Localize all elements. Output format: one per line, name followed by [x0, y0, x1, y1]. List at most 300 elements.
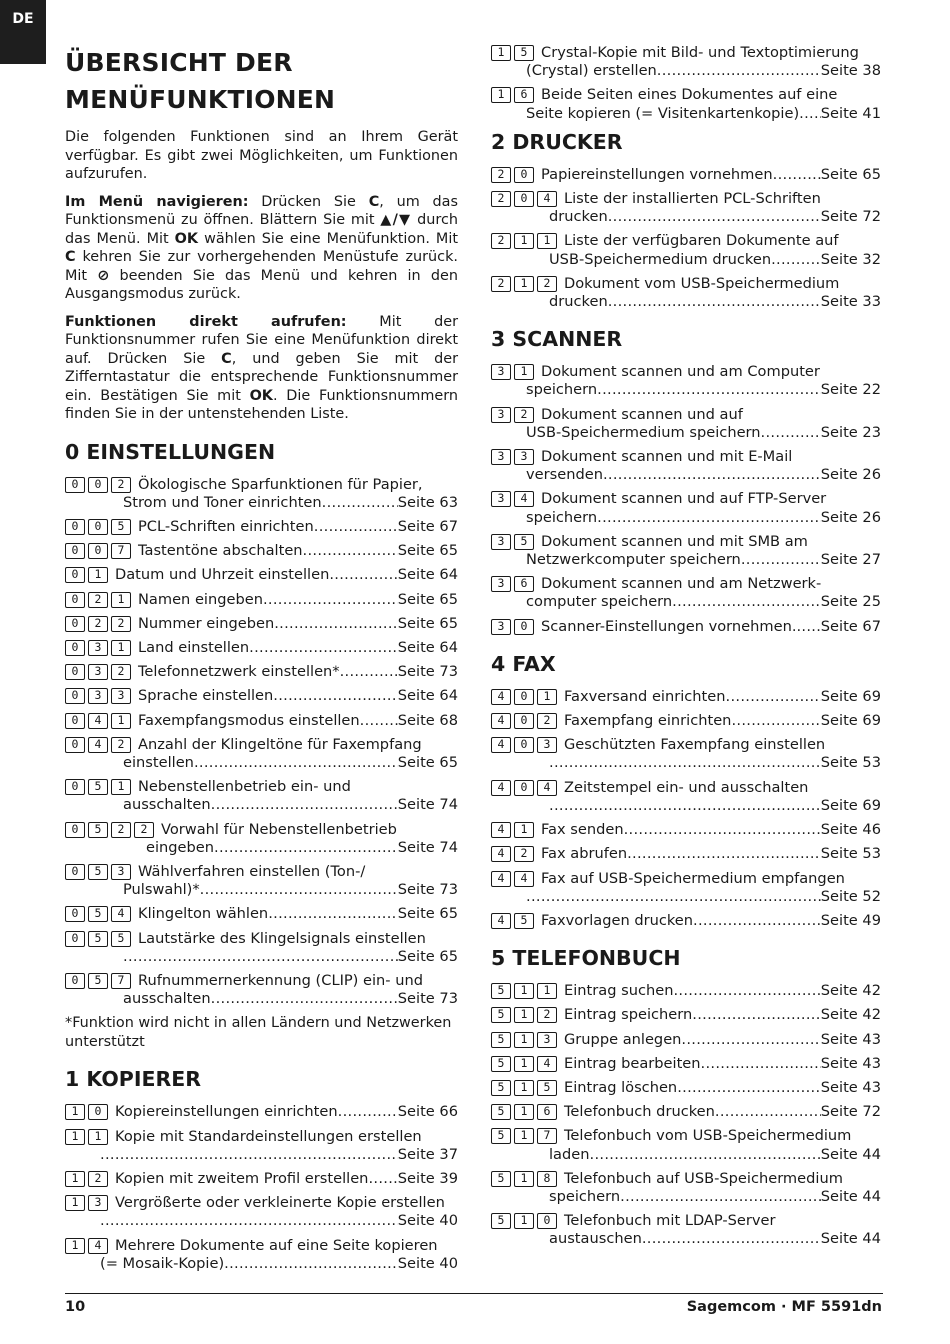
key-box: 2 [88, 616, 108, 632]
dot-leader [549, 797, 821, 815]
dot-leader [701, 1055, 821, 1073]
key-box: 3 [111, 688, 131, 704]
menu-entry [65, 736, 458, 772]
function-number [65, 1238, 108, 1254]
menu-entry [491, 845, 881, 863]
page-reference: Seite 65 [397, 542, 458, 560]
function-number [491, 449, 534, 465]
entry-label: Datum und Uhrzeit einstellen [115, 566, 330, 584]
entry-label: Beide Seiten eines Dokumentes auf eine [541, 86, 838, 104]
key-box: 2 [491, 276, 511, 292]
function-number [65, 931, 131, 947]
menu-navigation-heading: Im Menü navigieren: [65, 193, 249, 210]
key-box: 5 [491, 1104, 511, 1120]
entry-text [138, 930, 458, 966]
page-reference: Seite 43 [820, 1030, 881, 1048]
key-box: 2 [537, 713, 557, 729]
entry-label: Liste der verfügbaren Dokumente auf [564, 232, 839, 250]
page-reference: Seite 73 [397, 663, 458, 681]
key-box: 5 [88, 822, 108, 838]
key-box: 4 [88, 1238, 108, 1254]
dot-leader [642, 1230, 821, 1248]
entry-label: (= Mosaik-Kopie) [100, 1254, 225, 1272]
entry-text [564, 736, 881, 772]
key-box: 1 [514, 822, 534, 838]
page-reference: Seite 64 [397, 687, 458, 705]
key-box: 3 [491, 576, 511, 592]
function-number [65, 543, 131, 559]
entry-text [138, 591, 458, 609]
key-box: 6 [537, 1104, 557, 1120]
dot-leader [731, 712, 820, 730]
page-reference: Seite 53 [820, 754, 881, 772]
menu-entry [65, 476, 458, 512]
function-number [491, 276, 557, 292]
function-number [491, 780, 557, 796]
entry-text [549, 232, 881, 268]
key-box: 1 [514, 1007, 534, 1023]
menu-navigation-paragraph: Im Menü navigieren: Drücken Sie C, um das Funktionsmenü zu öffnen. Blättern Sie mit ▲/▼ durch das Menü. Mit OK wählen Sie eine Menüfunktion. Mit C kehren Sie zur vorhergehenden Menüstufe zurück. Mit ⊘ beenden Sie das Menü und kehren in den Ausgangsmodus zurück. [65, 193, 459, 302]
function-number [491, 1128, 557, 1144]
menu-entry [65, 687, 458, 705]
dot-leader [100, 1146, 398, 1164]
function-number [491, 576, 534, 592]
entry-text [526, 405, 881, 442]
page-reference: Seite 43 [820, 1054, 881, 1072]
entry-label: ausschalten [123, 990, 211, 1008]
key-box: 0 [65, 713, 85, 729]
key-box: 0 [514, 737, 534, 753]
key-box: 0 [65, 543, 85, 559]
stop-key-icon: ⊘ [97, 267, 110, 284]
entry-label: Kopiereinstellungen einrichten [115, 1103, 338, 1121]
key-box: 3 [537, 1032, 557, 1048]
key-box: 3 [491, 407, 511, 423]
key-box: 7 [111, 973, 131, 989]
menu-entry [65, 639, 458, 657]
key-box: 0 [65, 779, 85, 795]
key-box: 3 [491, 619, 511, 635]
entry-text [564, 779, 881, 815]
dot-leader [200, 881, 398, 899]
key-box: 2 [537, 1007, 557, 1023]
page-reference: Seite 33 [820, 293, 881, 311]
function-number [65, 664, 131, 680]
ok-key-icon: OK [174, 230, 199, 247]
function-number [491, 87, 534, 103]
entry-text [138, 518, 458, 536]
entry-label: Geschützten Faxempfang einstellen [564, 736, 826, 754]
dot-leader [360, 712, 398, 730]
dot-leader [303, 542, 398, 560]
key-box: 5 [491, 1007, 511, 1023]
entry-label: drucken [549, 208, 608, 226]
entry-label: eingeben [146, 838, 215, 856]
entry-text [549, 1169, 881, 1206]
page-reference: Seite 72 [820, 1103, 881, 1121]
function-number [491, 1007, 557, 1023]
intro-paragraph: Die folgenden Funktionen sind an Ihrem Gerät verfügbar. Es gibt zwei Möglichkeiten, um Funktionen aufzurufen. [65, 129, 458, 182]
key-box: 0 [514, 619, 534, 635]
dot-leader [603, 466, 821, 484]
direct-call-paragraph: Funktionen direkt aufrufen: Mit der Funktionsnummer rufen Sie eine Menüfunktion direkt auf. Drücken Sie C, und geben Sie mit der Zifferntastatur die entsprechende Funktionsnummer ein. Bestätigen Sie mit OK. Die Funktionsnummern finden Sie in der untenstehenden Liste. [65, 313, 458, 422]
entry-label: Namen eingeben [138, 590, 263, 608]
key-box: 3 [491, 449, 511, 465]
key-box: 5 [111, 519, 131, 535]
dot-leader [274, 615, 398, 633]
dot-leader [526, 888, 821, 906]
key-box: 7 [537, 1128, 557, 1144]
entry-label: Dokument vom USB-Speichermedium [564, 274, 840, 292]
page-reference: Seite 72 [820, 208, 881, 226]
key-box: 1 [65, 1195, 85, 1211]
key-box: 1 [88, 1129, 108, 1145]
menu-entry [491, 982, 881, 1000]
dot-leader [608, 208, 821, 226]
page-reference: Seite 22 [820, 381, 881, 399]
key-box: 0 [88, 519, 108, 535]
page-reference: Seite 74 [397, 838, 458, 856]
dot-leader [597, 381, 821, 399]
menu-entry [491, 821, 881, 839]
key-box: 4 [491, 737, 511, 753]
page-reference: Seite 65 [397, 614, 458, 632]
menu-entry [65, 778, 458, 814]
ok-key-icon: OK [249, 387, 273, 404]
dot-leader [211, 796, 398, 814]
dot-leader [761, 424, 821, 442]
page-reference: Seite 68 [397, 711, 458, 729]
dot-leader [268, 905, 398, 923]
page-reference: Seite 65 [397, 590, 458, 608]
entry-label: Fax senden [541, 821, 624, 839]
entry-text [541, 618, 881, 636]
function-number [491, 737, 557, 753]
key-box: 1 [111, 713, 131, 729]
entry-text [526, 490, 881, 526]
page-reference: Seite 67 [820, 617, 881, 635]
function-number [65, 616, 131, 632]
entry-label: Telefonbuch drucken [564, 1103, 715, 1121]
key-box: 1 [111, 779, 131, 795]
menu-entry [491, 1006, 881, 1024]
key-box: 5 [88, 931, 108, 947]
entry-label: einstellen [123, 753, 194, 771]
key-box: 1 [514, 233, 534, 249]
entry-label: Fax abrufen [541, 845, 628, 863]
menu-entry [491, 406, 881, 442]
key-box: 1 [491, 87, 511, 103]
function-number [65, 1171, 108, 1187]
entry-text [138, 615, 458, 633]
entry-label: Strom und Toner einrichten [123, 493, 322, 511]
function-number [491, 407, 534, 423]
function-number [491, 1171, 557, 1187]
page-reference: Seite 44 [820, 1145, 881, 1163]
section-title-kopierer: 1 KOPIERER [65, 1067, 202, 1092]
entry-label: Dokument scannen und mit SMB am [541, 532, 808, 550]
entry-text [138, 663, 458, 681]
key-box: 4 [111, 906, 131, 922]
entry-text [541, 821, 881, 839]
c-key-icon: C [65, 249, 76, 265]
key-box: 4 [514, 871, 534, 887]
menu-entry [491, 575, 881, 611]
key-box: 3 [514, 449, 534, 465]
language-tab: DE [0, 0, 46, 64]
menu-entry [65, 615, 458, 633]
function-number [491, 1032, 557, 1048]
menu-entry [65, 1103, 458, 1121]
menu-entry [491, 712, 881, 730]
page-reference: Seite 65 [397, 753, 458, 771]
key-box: 8 [537, 1171, 557, 1187]
key-box: 1 [514, 1032, 534, 1048]
menu-entry [491, 166, 881, 184]
entries-scanner [491, 363, 881, 636]
key-box: 4 [491, 871, 511, 887]
menu-entry [65, 542, 458, 560]
function-number [65, 1104, 108, 1120]
entry-text [564, 1103, 881, 1121]
entry-label: Crystal-Kopie mit Bild- und Textoptimierung [541, 44, 859, 61]
entry-label: Dokument scannen und am Computer [541, 363, 820, 381]
entry-label: Faxvorlagen drucken [541, 911, 694, 929]
entry-text [146, 820, 458, 857]
menu-entry [65, 591, 458, 609]
entry-text [549, 1127, 881, 1163]
entry-label: Telefonbuch mit LDAP-Server [564, 1212, 776, 1230]
key-box: 0 [514, 689, 534, 705]
entry-label: Telefonbuch auf USB-Speichermedium [564, 1169, 843, 1187]
menu-entry [491, 190, 881, 226]
dot-leader [741, 551, 821, 569]
key-box: 5 [88, 864, 108, 880]
entry-text [549, 1212, 881, 1248]
entry-label: Telefonbuch vom USB-Speichermedium [564, 1127, 852, 1145]
key-box: 1 [111, 640, 131, 656]
entry-label: ausschalten [123, 796, 211, 814]
page-reference: Seite 65 [820, 165, 881, 183]
key-box: 2 [491, 233, 511, 249]
key-box: 1 [65, 1171, 85, 1187]
key-box: 2 [88, 592, 108, 608]
left-column [65, 44, 458, 1279]
page-reference: Seite 44 [820, 1187, 881, 1205]
key-box: 0 [65, 616, 85, 632]
entry-text [526, 363, 881, 399]
entry-label: speichern [549, 1187, 621, 1205]
key-box: 6 [514, 87, 534, 103]
key-box: 2 [111, 737, 131, 753]
page-reference: Seite 43 [820, 1078, 881, 1096]
key-box: 1 [514, 1080, 534, 1096]
key-box: 0 [514, 167, 534, 183]
menu-entry [65, 1237, 458, 1273]
menu-entry [491, 1103, 881, 1121]
key-box: 4 [88, 713, 108, 729]
key-box: 1 [514, 364, 534, 380]
dot-leader [263, 591, 398, 609]
key-box: 5 [491, 1056, 511, 1072]
function-number [65, 688, 131, 704]
dot-leader [211, 990, 398, 1008]
function-number [65, 864, 131, 880]
dot-leader [677, 1079, 821, 1097]
menu-entry [65, 972, 458, 1008]
menu-entry [65, 905, 458, 923]
section-title-telefonbuch: 5 TELEFONBUCH [491, 946, 681, 971]
page-reference: Seite 69 [820, 712, 881, 730]
page-reference: Seite 69 [820, 796, 881, 814]
key-box: 1 [514, 983, 534, 999]
key-box: 5 [491, 1032, 511, 1048]
entry-label: Land einstellen [138, 638, 250, 656]
function-number [65, 737, 131, 753]
key-box: 0 [65, 906, 85, 922]
function-number [491, 233, 557, 249]
key-box: 0 [88, 543, 108, 559]
page-reference: Seite 73 [397, 881, 458, 899]
entry-label: austauschen [549, 1230, 642, 1248]
key-box: 4 [491, 713, 511, 729]
key-box: 3 [88, 640, 108, 656]
entry-label: Faxempfangsmodus einstellen [138, 711, 360, 729]
entry-text [123, 862, 458, 899]
function-number [491, 1104, 557, 1120]
menu-entry [491, 363, 881, 399]
product-name: Sagemcom · MF 5591dn [686, 1299, 882, 1315]
entry-label: Kopie mit Standardeinstellungen erstellen [115, 1127, 422, 1145]
section-title-scanner: 3 SCANNER [491, 327, 623, 352]
page-reference: Seite 73 [397, 990, 458, 1008]
entry-text [549, 274, 881, 311]
dot-leader [214, 839, 398, 857]
menu-entry [65, 1128, 458, 1164]
function-number [65, 1195, 108, 1211]
dot-leader [194, 754, 398, 772]
direct-call-heading: Funktionen direkt aufrufen: [65, 313, 347, 330]
menu-entry [65, 712, 458, 730]
key-box: 5 [491, 983, 511, 999]
dot-leader [796, 618, 820, 636]
dot-leader [692, 1006, 821, 1024]
page-reference: Seite 52 [820, 887, 881, 905]
c-key-icon: C [368, 193, 380, 210]
function-number [65, 567, 108, 583]
entry-label: Ökologische Sparfunktionen für Papier, [138, 475, 423, 493]
key-box: 3 [88, 688, 108, 704]
key-box: 5 [514, 45, 534, 61]
entry-label: Dokument scannen und auf FTP-Server [541, 490, 827, 508]
entry-label: Dokument scannen und mit E-Mail [541, 448, 793, 466]
entry-label: Netzwerkcomputer speichern [526, 551, 741, 569]
section-title-einstellungen: 0 EINSTELLUNGEN [65, 439, 276, 464]
key-box: 5 [88, 779, 108, 795]
dot-leader [273, 687, 397, 705]
page-reference: Seite 38 [820, 62, 881, 80]
page-reference: Seite 46 [820, 821, 881, 839]
page-reference: Seite 27 [820, 551, 881, 569]
page-reference: Seite 41 [820, 104, 881, 122]
entry-text [115, 566, 458, 584]
key-box: 4 [537, 1056, 557, 1072]
menu-entry [491, 870, 881, 906]
function-number [491, 167, 534, 183]
key-box: 0 [65, 973, 85, 989]
key-box: 0 [65, 567, 85, 583]
key-box: 2 [491, 191, 511, 207]
key-box: 1 [65, 1129, 85, 1145]
menu-entry [491, 86, 881, 122]
function-number [491, 1080, 557, 1096]
key-box: 5 [491, 1128, 511, 1144]
key-box: 2 [111, 822, 131, 838]
dot-leader [773, 166, 821, 184]
key-box: 1 [514, 276, 534, 292]
menu-entry [65, 821, 458, 857]
page-reference: Seite 44 [820, 1230, 881, 1248]
entry-text [549, 190, 881, 226]
entry-label: Eintrag bearbeiten [564, 1054, 701, 1072]
key-box: 6 [514, 576, 534, 592]
key-box: 1 [111, 592, 131, 608]
menu-entry [65, 1170, 458, 1188]
entry-text [138, 542, 458, 560]
function-number [65, 477, 131, 493]
key-box: 5 [537, 1080, 557, 1096]
entry-label: Scanner-Einstellungen vornehmen. [541, 617, 797, 635]
function-number [491, 491, 534, 507]
function-number [491, 1213, 557, 1229]
page-reference: Seite 65 [397, 947, 458, 965]
dot-leader [608, 293, 821, 311]
entry-label: (Crystal) erstellen [526, 62, 657, 80]
page-reference: Seite 53 [820, 845, 881, 863]
function-number [65, 822, 154, 838]
key-box: 1 [514, 1171, 534, 1187]
menu-entry [491, 490, 881, 526]
entries-kopierer [65, 1103, 458, 1273]
function-number [65, 713, 131, 729]
footnote: *Funktion wird nicht in allen Ländern und Netzwerken unterstützt [65, 1015, 452, 1050]
menu-entry [65, 518, 458, 536]
entry-text [564, 1006, 881, 1024]
function-number [65, 640, 131, 656]
key-box: 1 [537, 233, 557, 249]
key-box: 0 [65, 931, 85, 947]
function-number [65, 779, 131, 795]
key-box: 4 [514, 491, 534, 507]
function-number [65, 973, 131, 989]
entry-text [526, 448, 881, 484]
entry-text [564, 712, 881, 730]
entry-label: speichern [526, 381, 598, 399]
page-number: 10 [65, 1299, 86, 1315]
menu-entry [491, 232, 881, 268]
dot-leader [322, 494, 398, 512]
entry-label: Sprache einstellen [138, 687, 274, 705]
dot-leader [715, 1103, 821, 1121]
dot-leader [799, 105, 821, 123]
function-number [65, 592, 131, 608]
key-box: 1 [88, 567, 108, 583]
page-reference: Seite 25 [820, 593, 881, 611]
entry-label: Eintrag speichern [564, 1006, 693, 1024]
function-number [491, 913, 534, 929]
key-box: 1 [491, 45, 511, 61]
key-box: 3 [491, 364, 511, 380]
